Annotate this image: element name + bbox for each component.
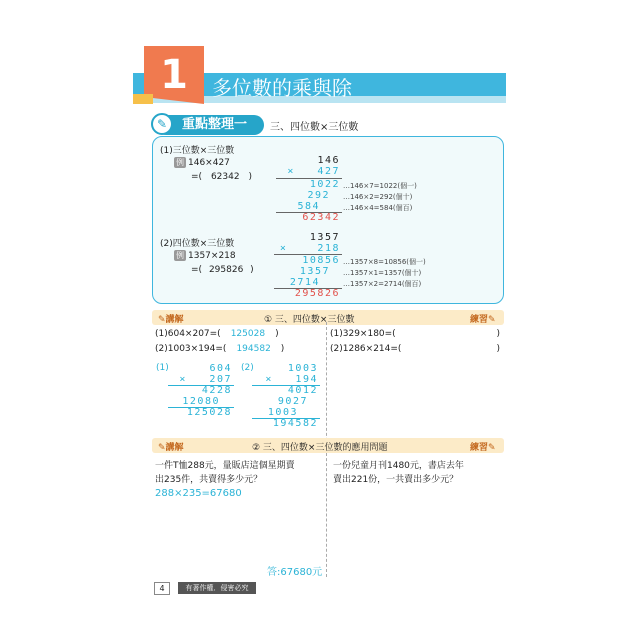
item2-row-multiplier: × 218	[279, 243, 340, 254]
calc1-row-4: 12080	[182, 396, 220, 407]
calc1-row-2: × 207	[179, 374, 232, 385]
summary-subtitle: 三、四位數×三位數	[270, 122, 359, 133]
section1-right-text: 練習	[470, 315, 489, 325]
item2-answer-line	[191, 265, 254, 275]
item1-row-multiplicand: 146	[317, 155, 340, 166]
answer-suffix: )	[248, 172, 252, 182]
answer-suffix: )	[250, 265, 254, 275]
item2-answer: 295826	[208, 265, 244, 275]
s1-problem-4	[330, 342, 500, 356]
section2-right-label	[470, 440, 496, 453]
s1-problem-2	[155, 342, 284, 356]
calc2-row-5: 1003	[267, 407, 298, 418]
p3-text: (1)329×180=(	[330, 329, 396, 339]
answer-prefix: =(	[191, 265, 203, 275]
section1-title: ① 三、四位數×三位數	[264, 315, 355, 325]
p4-text: (2)1286×214=(	[330, 344, 402, 354]
chapter-title: 多位數的乘與除	[212, 76, 352, 100]
example-mark: 例	[176, 158, 184, 167]
item1-row-partial-1: 1022	[309, 179, 340, 190]
item2-note-2: …1357×1=1357(個十)	[343, 269, 422, 277]
example-mark: 例	[176, 251, 184, 260]
p1-answer: 125028	[230, 329, 266, 339]
item2-row-partial-2: 1357	[299, 266, 330, 277]
page-number: 4	[154, 582, 170, 595]
calc1-row-3: 4228	[201, 385, 232, 396]
item2-row-partial-1: 10856	[302, 255, 340, 266]
item1-heading: (1)三位數×三位數	[160, 146, 235, 156]
lightbulb-icon: ✎	[151, 113, 173, 135]
item1-note-1: …146×7=1022(個一)	[343, 182, 417, 190]
section2-right-text: 練習	[470, 443, 489, 453]
p2-close: )	[280, 344, 285, 354]
section2-left-label	[158, 440, 184, 453]
p2-text: (2)1003×194=(	[155, 344, 227, 354]
calc1-row-1: 604	[209, 363, 232, 374]
answer-prefix: =(	[191, 172, 203, 182]
calc2-row-4: 9027	[277, 396, 308, 407]
s2-left-answer: 答:67680元	[267, 567, 323, 578]
s2-left-problem-line-1: 一件T恤288元，量販店這個星期賣	[155, 461, 295, 471]
chapter-number: 1	[160, 52, 188, 98]
item1-row-partial-2: 292	[307, 190, 330, 201]
s2-left-work: 288×235=67680	[155, 488, 242, 499]
pencil-icon: ✎	[158, 443, 166, 453]
p2-answer: 194582	[236, 344, 271, 354]
calc2-row-3: 4012	[287, 385, 318, 396]
item2-expression: 1357×218	[188, 251, 236, 261]
section2-title: ② 三、四位數×三位數的應用問題	[252, 443, 388, 453]
s1-problem-3	[330, 327, 500, 341]
item1-example	[174, 157, 230, 168]
section1-right-label	[470, 312, 496, 325]
s2-right-problem-line-2: 賣出221份，一共賣出多少元？	[333, 475, 459, 485]
section1-left-label	[158, 312, 184, 325]
calc2-label: (2)	[241, 363, 254, 373]
item1-expression: 146×427	[188, 158, 230, 168]
s1-problem-1	[155, 327, 279, 341]
section2-left-text: 講解	[165, 443, 184, 453]
calc2-row-1: 1003	[287, 363, 318, 374]
s2-left-problem-line-2: 出235件，共賣得多少元？	[155, 475, 263, 485]
item1-answer-line	[191, 172, 252, 182]
item1-row-partial-3: 584	[297, 201, 320, 212]
p1-text: (1)604×207=(	[155, 329, 221, 339]
calc2-row-6: 194582	[272, 418, 318, 429]
item2-note-3: …1357×2=2714(個百)	[343, 280, 422, 288]
item2-row-partial-3: 2714	[289, 277, 320, 288]
pencil-icon: ✎	[158, 315, 166, 325]
calc1-row-5: 125028	[186, 407, 232, 418]
s2-right-problem-line-1: 一份兒童月刊1480元，書店去年	[333, 461, 464, 471]
calc2-row-2: × 194	[265, 374, 318, 385]
p1-close: )	[275, 329, 279, 339]
p3-close: )	[496, 329, 500, 339]
pencil-icon: ✎	[488, 443, 496, 453]
calc1-label: (1)	[156, 363, 169, 373]
pencil-icon: ✎	[488, 315, 496, 325]
item2-row-result: 295826	[294, 288, 340, 299]
item1-row-result: 62342	[302, 212, 340, 223]
item2-note-1: …1357×8=10856(個一)	[343, 258, 426, 266]
summary-label: 重點整理一	[156, 115, 264, 135]
copyright-notice: 有著作權．侵害必究	[178, 582, 256, 594]
p4-close: )	[496, 344, 500, 354]
item1-note-2: …146×2=292(個十)	[343, 193, 413, 201]
section1-left-text: 講解	[165, 315, 184, 325]
item2-row-multiplicand: 1357	[309, 232, 340, 243]
item1-note-3: …146×4=584(個百)	[343, 204, 413, 212]
item2-example	[174, 250, 236, 261]
item1-row-multiplier: × 427	[287, 166, 340, 177]
item2-heading: (2)四位數×三位數	[160, 239, 235, 249]
item1-answer: 62342	[210, 172, 240, 182]
